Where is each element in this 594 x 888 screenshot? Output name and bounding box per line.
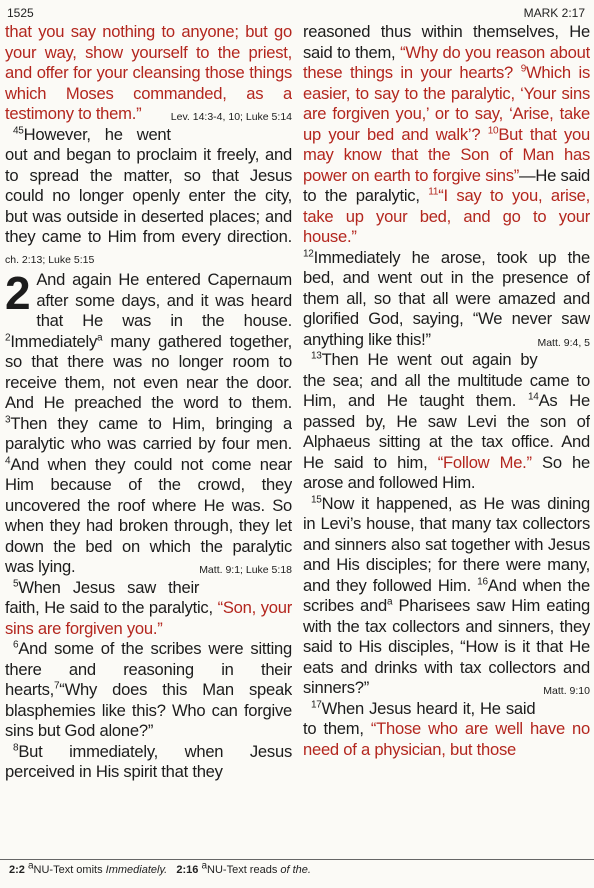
cross-reference: Matt. 9:1; Luke 5:18 [199,564,292,576]
words-of-jesus: “I say to you, arise, take up your bed, and go to your house.” [303,186,590,246]
verse-number: 5 [13,577,19,589]
verse-number: 8 [13,741,19,753]
verse-number: 9 [520,63,526,75]
footnote-emphasis: of the. [280,864,311,876]
verse-text: However, he went out and began to proclaim it freely, and to spread the matter, so that Jesus could no longer openly enter the city, but was outside in deserted places; and they came to Him from every direction. [5,124,292,246]
verse-text: Then He went out again by the sea; and all the multitude came to Him, and He taught them. [303,350,590,410]
verse-text: When Jesus heard it, He said to them, [303,698,536,738]
chapter-number: 2 [5,267,31,319]
verse-17 [303,699,590,761]
cross-reference: Lev. 14:3-4, 10; Luke 5:14 [170,111,292,123]
verse-number: 15 [311,493,322,505]
verse-number: 4 [5,454,11,466]
footnote-marker[interactable]: a [386,596,393,608]
verse-13 [303,350,590,494]
paragraph [303,22,590,248]
footnote-emphasis: Immediately. [105,864,168,876]
verse-text: “Why does this Man speak blasphemies like this? Who can forgive sins but God alone?” [5,680,292,740]
footnote-reference: 2:16 [176,864,199,876]
verse-number: 16 [477,575,488,587]
verse-number: 14 [527,391,539,403]
verse-number: 11 [428,186,439,198]
verse-text: Now it happened, as He was dining in Levi’s house, that many tax collectors and sinners also sat together with Jesus and His disciples; for there were many, and they followed Him. [303,493,590,595]
words-of-jesus: Which is easier, to say to the paralytic, ‘Your sins are forgiven you,’ or to say, ‘Arise, take up your bed and walk’? [303,63,590,144]
verse-number: 6 [13,639,19,651]
verse-6 [5,639,292,742]
chapter-2-opening [5,267,292,578]
verse-text: many gathered together, so that there was no longer room to receive them, not even near the door. And He preached the word to them. [5,331,292,412]
footnote-marker: a [201,860,208,872]
footnote-reference: 2:2 [9,864,25,876]
verse-text: Immediately he arose, took up the bed, and went out in the presence of them all, so that all were amazed and glorified God, saying, “We never saw anything like this!” [303,247,590,349]
footnote-marker: a [27,860,34,872]
page-header [0,4,594,22]
footnote-text: NU-Text reads [207,864,281,876]
verse-number: 2 [5,331,11,343]
verse-text: And some of the scribes were sitting there and reasoning in their hearts, [5,639,292,699]
verse-12 [303,248,590,351]
words-of-jesus: “Those who are well have no need of a physician, but those [303,719,590,759]
words-of-jesus: “Follow Me.” [437,452,532,472]
words-of-jesus: that you say nothing to anyone; but go your way, show yourself to the priest, and offer for your cleansing those things which Moses commanded, as a testimony to them.” [5,22,292,123]
verse-8 [5,742,292,783]
paragraph [5,22,292,125]
verse-text: Pharisees saw Him eating with the tax collectors and sinners, they said to His disciples, “How is it that He eats and drinks with tax collectors and sinners?” [303,596,590,697]
left-column [5,22,292,858]
verse-text: And when the scribes and [303,575,590,615]
cross-reference: ch. 2:13; Luke 5:15 [5,253,95,266]
verse-45 [5,125,292,271]
verse-text: Immediately [10,331,98,351]
words-of-jesus: But that you may know that the Son of Man has power on earth to forgive sins” [303,124,590,185]
verse-5 [5,578,292,640]
verse-number: 7 [53,680,60,692]
footnotes [9,860,311,876]
footnote-divider [0,859,594,860]
page-number: 1525 [7,6,34,20]
verse-text: —He said to the paralytic, [303,165,590,205]
verse-15 [303,494,590,699]
verse-number: 3 [5,413,11,425]
verse-text: Then they came to Him, bringing a paralytic who was carried by four men. [5,413,292,453]
verse-number: 10 [487,124,499,136]
verse-text: So he arose and followed Him. [303,452,590,492]
verse-text: reasoned thus within themselves, He said to them, [303,22,590,62]
footnote-marker[interactable]: a [97,331,103,343]
words-of-jesus: “Son, your sins are forgiven you.” [5,598,292,638]
cross-reference: Matt. 9:10 [543,685,590,697]
cross-reference: Matt. 9:4, 5 [537,336,590,349]
verse-number: 13 [311,350,322,362]
footnote-text: NU-Text omits [33,864,106,876]
words-of-jesus: “Why do you reason about these things in your hearts? [303,42,590,82]
verse-number: 45 [13,124,24,136]
verse-text: When Jesus saw their faith, He said to the paralytic, [5,577,218,617]
verse-text: As He passed by, He saw Levi the son of Alphaeus sitting at the tax office. And He said to him, [303,391,590,472]
verse-number: 12 [303,247,314,259]
verse-text: But immediately, when Jesus perceived in His spirit that they [5,741,292,781]
verse-text: And when they could not come near Him because of the crowd, they uncovered the roof where He was. So when they had broken through, they let down the bed on which the paralytic was lying. [5,454,292,576]
running-reference: MARK 2:17 [523,6,585,20]
verse-number: 17 [311,698,322,710]
right-column [303,22,590,858]
verse-text: And again He entered Capernaum after some days, and it was heard that He was in the house. [36,270,292,330]
